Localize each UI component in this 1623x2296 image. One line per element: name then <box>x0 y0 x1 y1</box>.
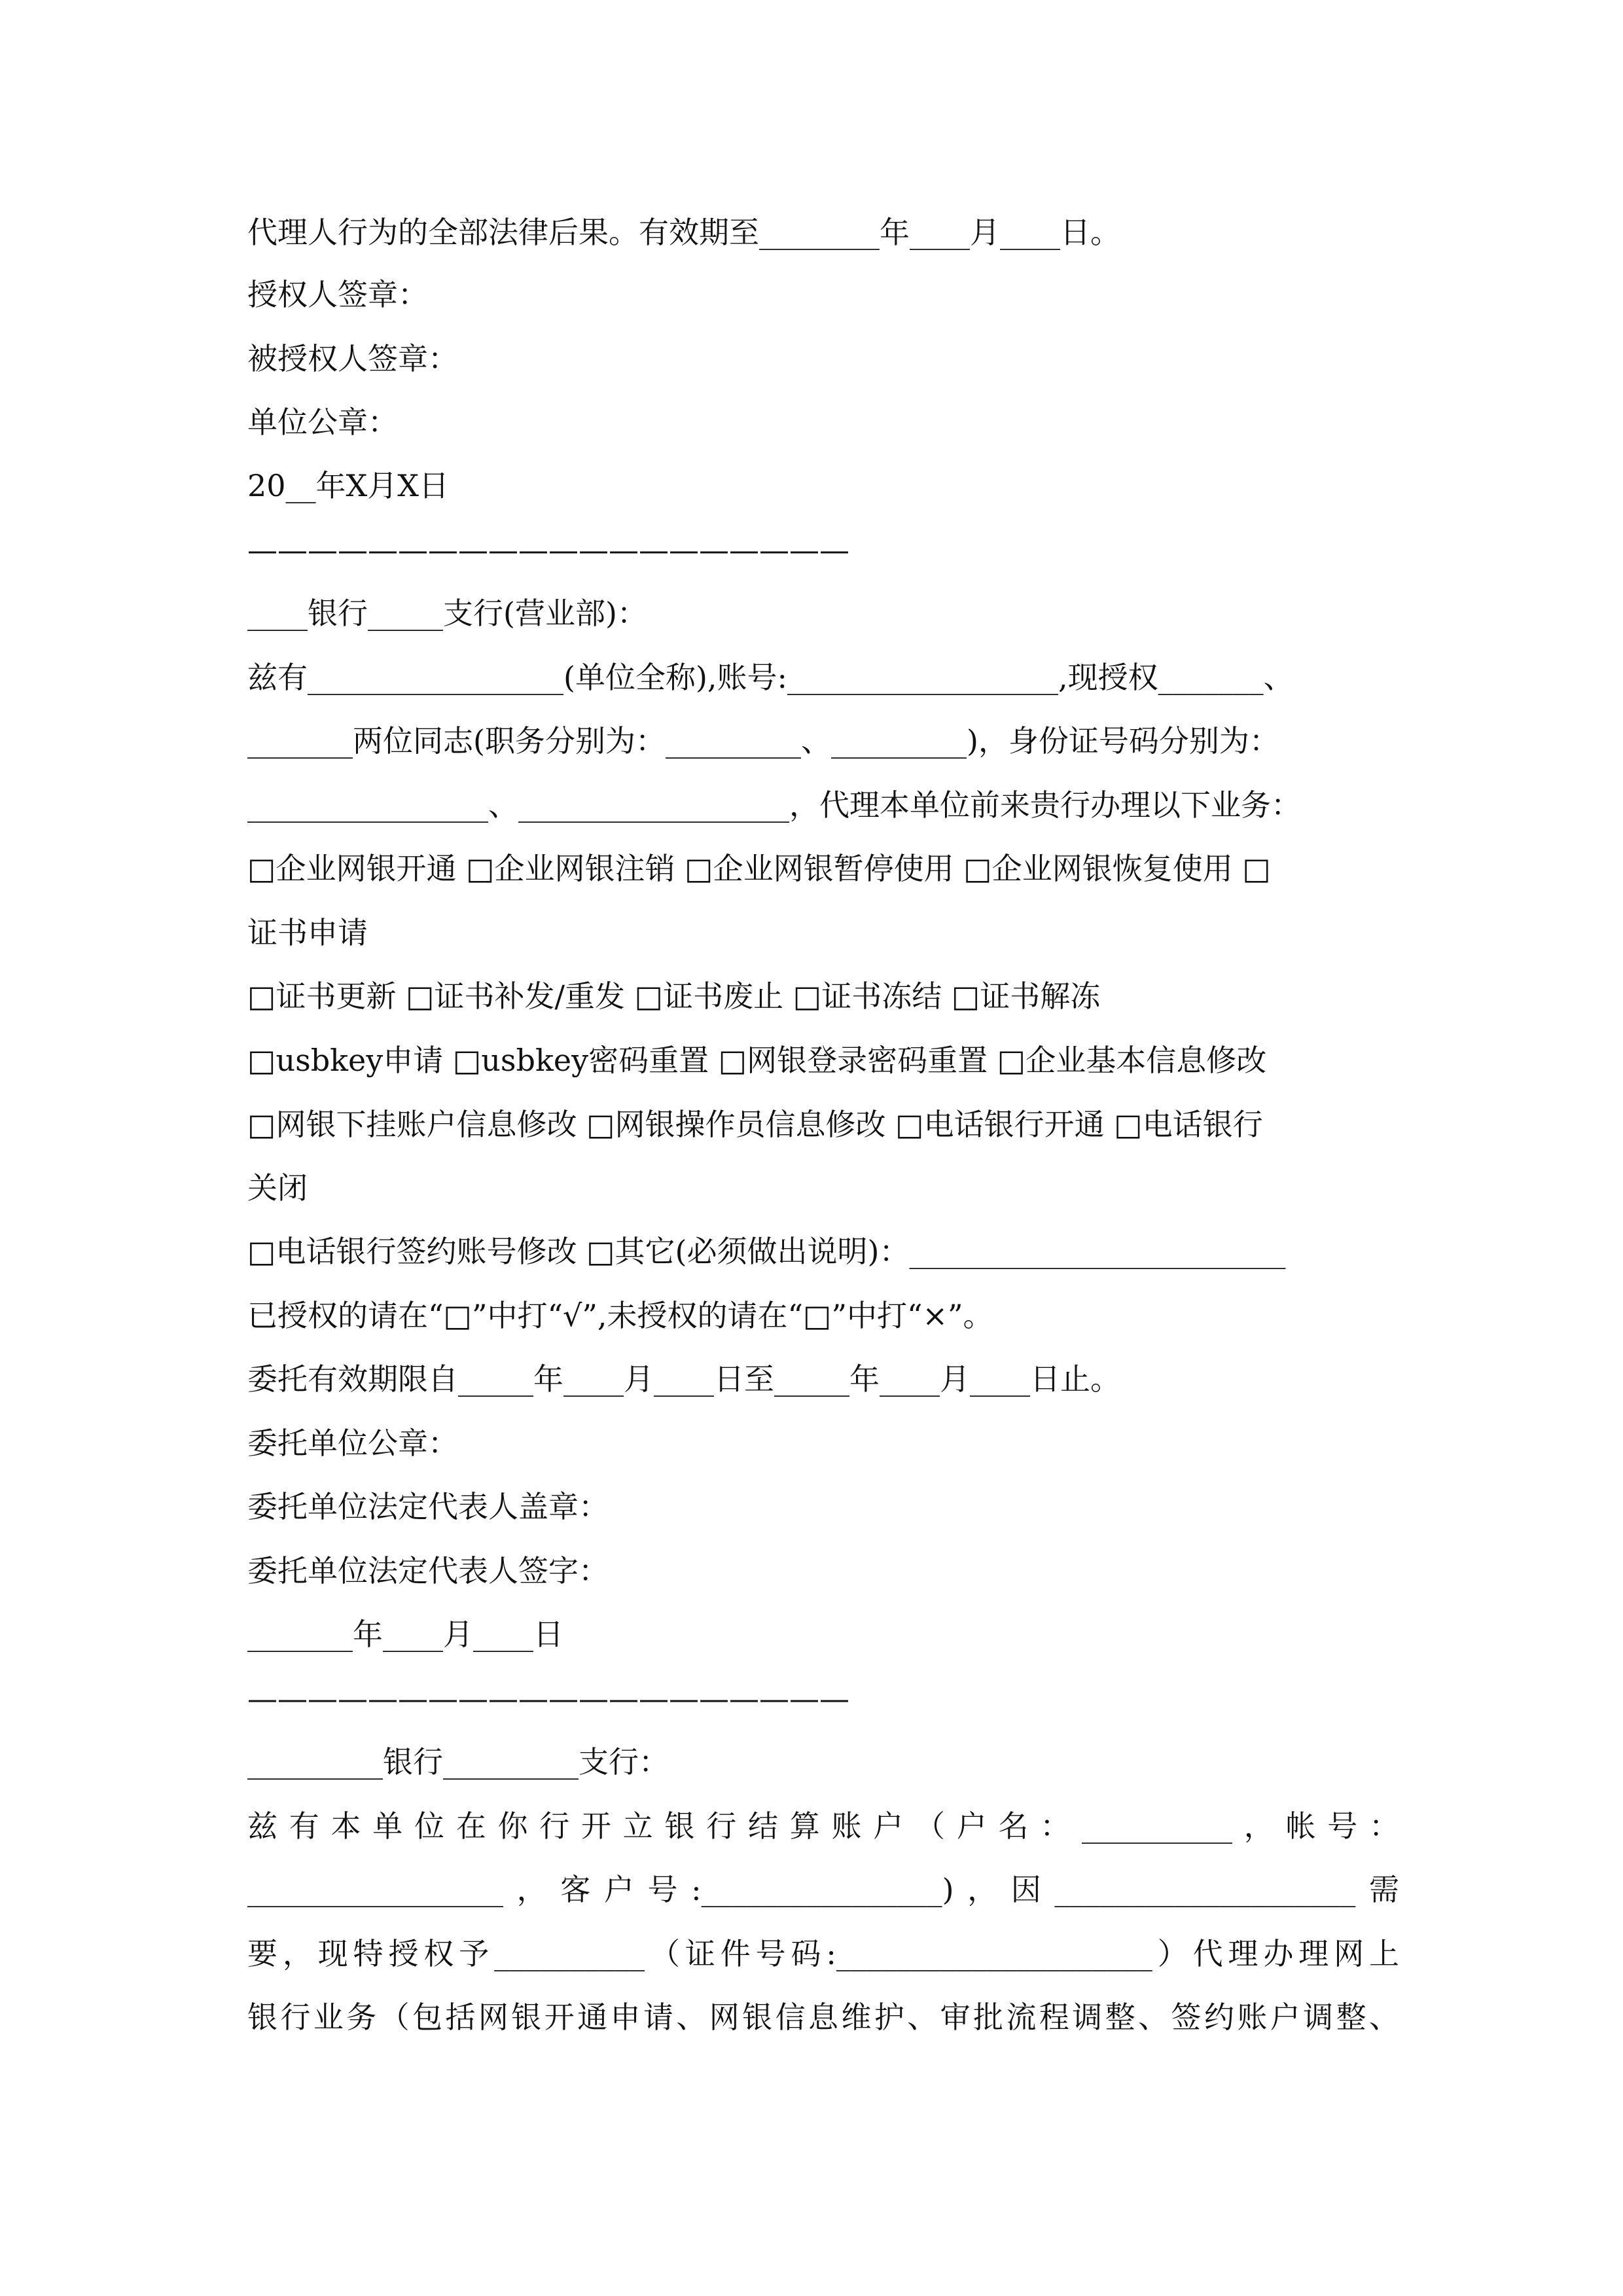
checkbox-options-line: □电话银行签约账号修改 □其它(必须做出说明)：_________________________ <box>247 1234 1286 1269</box>
date-line: 20__年X月X日 <box>247 468 450 503</box>
section-divider: ———————————————————— <box>247 1681 849 1716</box>
checkbox-options-line: 关闭 <box>247 1170 308 1206</box>
company-seal-label: 单位公章： <box>247 404 398 440</box>
checkbox-options-line: □usbkey申请 □usbkey密码重置 □网银登录密码重置 □企业基本信息修改 <box>247 1043 1267 1078</box>
checkbox-options-line: □网银下挂账户信息修改 □网银操作员信息修改 □电话银行开通 □电话银行 <box>247 1107 1263 1142</box>
bank-branch-heading: ____银行_____支行(营业部)： <box>247 596 647 631</box>
validity-period-line: 代理人行为的全部法律后果。有效期至________年____月____日。 <box>247 215 1120 250</box>
section-divider: ———————————————————— <box>247 532 849 567</box>
entrust-period-line: 委托有效期限自_____年____月____日至_____年____月____日止。 <box>247 1361 1120 1397</box>
legal-rep-seal-label: 委托单位法定代表人盖章： <box>247 1489 609 1524</box>
legal-rep-signature-label: 委托单位法定代表人签字： <box>247 1553 609 1588</box>
body-line: 兹有_________________(单位全称),账号:__________________,现授权_______、 <box>247 660 1294 695</box>
checkbox-options-line: □证书更新 □证书补发/重发 □证书废止 □证书冻结 □证书解冻 <box>247 978 1101 1014</box>
date-line: _______年____月____日 <box>247 1617 563 1652</box>
grantee-signature-label: 被授权人签章： <box>247 341 458 376</box>
body-line: _________________，客户号:________________)，因____________________需 <box>247 1872 1399 1907</box>
checkbox-options-line: 证书申请 <box>247 915 368 950</box>
entrusting-seal-label: 委托单位公章： <box>247 1426 458 1461</box>
body-line: ________________、__________________，代理本单位前来贵行办理以下业务： <box>247 787 1301 823</box>
body-line: 要，现特授权予__________（证件号码:_____________________）代理办理网上 <box>247 1936 1399 1971</box>
body-line: 银行业务（包括网银开通申请、网银信息维护、审批流程调整、签约账户调整、 <box>247 2000 1399 2035</box>
checkbox-instruction: 已授权的请在“□”中打“√”,未授权的请在“□”中打“×”。 <box>247 1298 993 1333</box>
bank-branch-heading: _________银行_________支行： <box>247 1744 669 1780</box>
body-line: 兹有本单位在你行开立银行结算账户（户名：__________，帐号： <box>247 1808 1399 1844</box>
authorizer-signature-label: 授权人签章： <box>247 277 428 312</box>
body-line: _______两位同志(职务分别为：_________、_________)，身份证号码分别为： <box>247 723 1279 759</box>
checkbox-options-line: □企业网银开通 □企业网银注销 □企业网银暂停使用 □企业网银恢复使用 □ <box>247 851 1271 886</box>
